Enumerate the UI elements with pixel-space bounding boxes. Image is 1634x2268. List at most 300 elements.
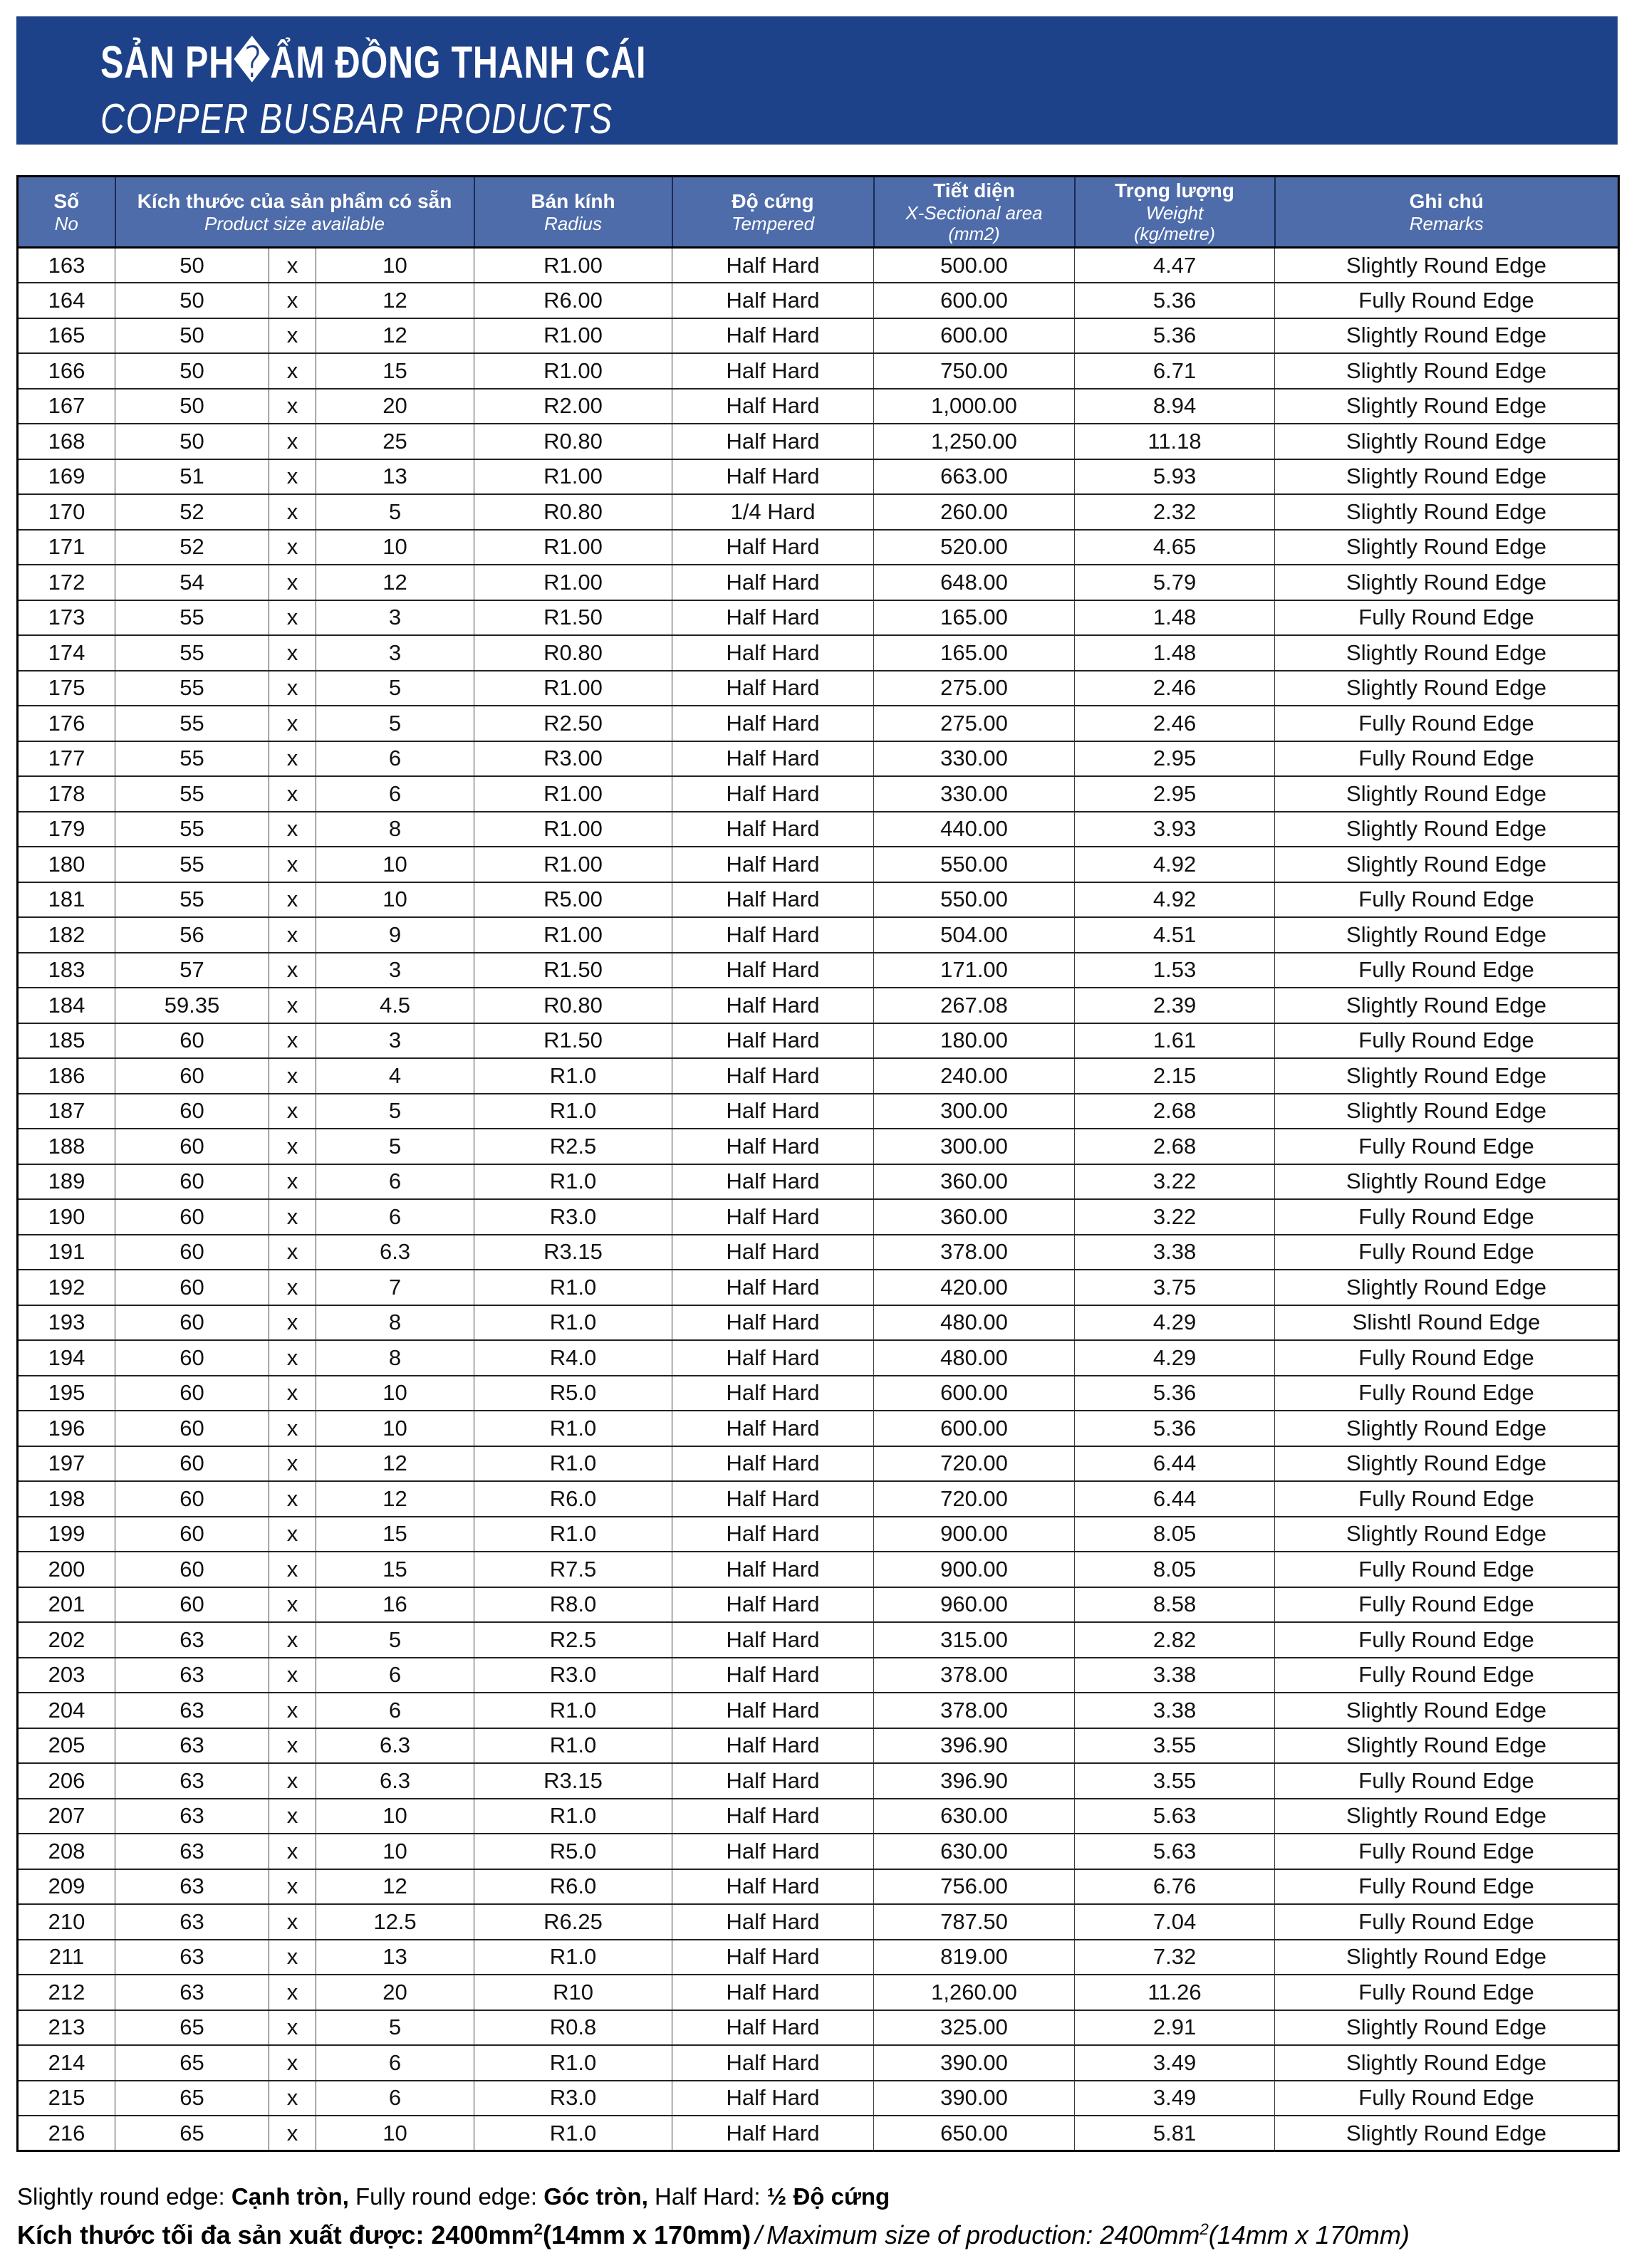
cell-times: x: [269, 776, 316, 812]
cell-remarks: Slightly Round Edge: [1275, 389, 1619, 424]
cell-radius: R7.5: [474, 1552, 672, 1587]
cell-area: 396.90: [874, 1763, 1075, 1799]
cell-tempered: Half Hard: [672, 1728, 874, 1764]
cell-area: 960.00: [874, 1587, 1075, 1623]
cell-size-width: 59.35: [115, 988, 269, 1023]
cell-radius: R1.0: [474, 1411, 672, 1446]
cell-no: 171: [18, 530, 115, 565]
cell-times: x: [269, 565, 316, 600]
cell-remarks: Slightly Round Edge: [1275, 1411, 1619, 1446]
cell-area: 330.00: [874, 776, 1075, 812]
cell-tempered: Half Hard: [672, 1270, 874, 1305]
cell-no: 191: [18, 1235, 115, 1270]
table-row: [18, 565, 1619, 600]
table-row: [18, 530, 1619, 565]
cell-tempered: Half Hard: [672, 2010, 874, 2046]
legend-term-vi: ½ Độ cứng: [766, 2183, 890, 2210]
table-row: [18, 1023, 1619, 1059]
cell-radius: R3.15: [474, 1763, 672, 1799]
table-row: [18, 1446, 1619, 1482]
cell-no: 170: [18, 494, 115, 530]
cell-remarks: Slightly Round Edge: [1275, 917, 1619, 953]
cell-no: 173: [18, 600, 115, 636]
cell-size-thickness: 15: [316, 353, 474, 389]
cell-size-width: 50: [115, 389, 269, 424]
cell-times: x: [269, 1763, 316, 1799]
cell-size-width: 63: [115, 1940, 269, 1975]
cell-times: x: [269, 1869, 316, 1905]
cell-remarks: Slightly Round Edge: [1275, 1094, 1619, 1129]
cell-remarks: Slightly Round Edge: [1275, 1058, 1619, 1094]
cell-radius: R1.0: [474, 1058, 672, 1094]
cell-tempered: Half Hard: [672, 600, 874, 636]
cell-size-width: 60: [115, 1411, 269, 1446]
cell-no: 183: [18, 953, 115, 988]
cell-area: 378.00: [874, 1658, 1075, 1693]
cell-area: 396.90: [874, 1728, 1075, 1764]
cell-size-width: 60: [115, 1270, 269, 1305]
cell-size-thickness: 10: [316, 530, 474, 565]
cell-no: 174: [18, 635, 115, 671]
table-row: [18, 2081, 1619, 2116]
cell-radius: R2.5: [474, 1129, 672, 1164]
header-size-vi: Kích thước của sản phẩm có sẵn: [137, 189, 452, 212]
table-row: [18, 1517, 1619, 1552]
cell-size-width: 56: [115, 917, 269, 953]
cell-size-width: 55: [115, 600, 269, 636]
cell-weight: 4.47: [1075, 248, 1275, 283]
cell-area: 165.00: [874, 635, 1075, 671]
table-row: [18, 1799, 1619, 1834]
cell-weight: 2.39: [1075, 988, 1275, 1023]
cell-size-width: 55: [115, 741, 269, 777]
cell-size-thickness: 6: [316, 1164, 474, 1200]
cell-area: 275.00: [874, 671, 1075, 706]
cell-no: 177: [18, 741, 115, 777]
cell-radius: R1.0: [474, 1728, 672, 1764]
cell-tempered: Half Hard: [672, 1799, 874, 1834]
cell-weight: 6.44: [1075, 1481, 1275, 1517]
cell-size-thickness: 10: [316, 1411, 474, 1446]
cell-remarks: Fully Round Edge: [1275, 1763, 1619, 1799]
cell-size-width: 63: [115, 1728, 269, 1764]
cell-area: 1,000.00: [874, 389, 1075, 424]
cell-no: 200: [18, 1552, 115, 1587]
cell-size-width: 50: [115, 283, 269, 318]
cell-remarks: Slightly Round Edge: [1275, 988, 1619, 1023]
cell-tempered: Half Hard: [672, 283, 874, 318]
cell-size-thickness: 4: [316, 1058, 474, 1094]
cell-tempered: Half Hard: [672, 988, 874, 1023]
product-table: [16, 175, 1620, 2152]
cell-size-width: 52: [115, 494, 269, 530]
cell-weight: 5.36: [1075, 1411, 1275, 1446]
cell-no: 213: [18, 2010, 115, 2046]
cell-no: 187: [18, 1094, 115, 1129]
cell-remarks: Slightly Round Edge: [1275, 2010, 1619, 2046]
cell-size-width: 60: [115, 1164, 269, 1200]
table-row: [18, 248, 1619, 283]
cell-tempered: Half Hard: [672, 882, 874, 918]
cell-size-width: 65: [115, 2010, 269, 2046]
cell-area: 390.00: [874, 2045, 1075, 2081]
cell-times: x: [269, 424, 316, 459]
cell-area: 600.00: [874, 1411, 1075, 1446]
cell-weight: 7.04: [1075, 1904, 1275, 1940]
cell-times: x: [269, 494, 316, 530]
cell-size-thickness: 8: [316, 1305, 474, 1341]
cell-remarks: Fully Round Edge: [1275, 1975, 1619, 2010]
cell-tempered: Half Hard: [672, 635, 874, 671]
cell-remarks: Fully Round Edge: [1275, 2081, 1619, 2116]
cell-weight: 8.58: [1075, 1587, 1275, 1623]
cell-area: 900.00: [874, 1517, 1075, 1552]
cell-size-thickness: 10: [316, 1799, 474, 1834]
cell-size-width: 63: [115, 1904, 269, 1940]
cell-area: 600.00: [874, 283, 1075, 318]
cell-weight: 2.68: [1075, 1129, 1275, 1164]
cell-radius: R1.00: [474, 353, 672, 389]
cell-tempered: Half Hard: [672, 318, 874, 354]
cell-size-thickness: 10: [316, 2116, 474, 2151]
cell-size-width: 55: [115, 847, 269, 882]
cell-radius: R1.00: [474, 565, 672, 600]
cell-radius: R0.80: [474, 424, 672, 459]
table-row: [18, 1340, 1619, 1376]
cell-size-thickness: 7: [316, 1270, 474, 1305]
cell-area: 756.00: [874, 1869, 1075, 1905]
cell-radius: R3.00: [474, 741, 672, 777]
cell-no: 172: [18, 565, 115, 600]
cell-no: 207: [18, 1799, 115, 1834]
cell-radius: R3.0: [474, 2081, 672, 2116]
cell-tempered: Half Hard: [672, 1235, 874, 1270]
cell-size-thickness: 5: [316, 2010, 474, 2046]
cell-tempered: Half Hard: [672, 1164, 874, 1200]
cell-no: 166: [18, 353, 115, 389]
cell-area: 180.00: [874, 1023, 1075, 1059]
cell-radius: R8.0: [474, 1587, 672, 1623]
cell-radius: R6.00: [474, 283, 672, 318]
cell-times: x: [269, 917, 316, 953]
cell-weight: 5.36: [1075, 283, 1275, 318]
cell-size-thickness: 6: [316, 2081, 474, 2116]
table-row: [18, 953, 1619, 988]
cell-times: x: [269, 671, 316, 706]
cell-no: 209: [18, 1869, 115, 1905]
cell-radius: R1.0: [474, 1693, 672, 1728]
cell-weight: 8.05: [1075, 1517, 1275, 1552]
cell-times: x: [269, 1834, 316, 1869]
cell-no: 203: [18, 1658, 115, 1693]
cell-size-thickness: 5: [316, 671, 474, 706]
cell-area: 900.00: [874, 1552, 1075, 1587]
cell-weight: 2.82: [1075, 1622, 1275, 1658]
cell-size-thickness: 6: [316, 776, 474, 812]
cell-radius: R1.00: [474, 318, 672, 354]
cell-area: 720.00: [874, 1481, 1075, 1517]
cell-weight: 5.36: [1075, 318, 1275, 354]
cell-area: 165.00: [874, 600, 1075, 636]
cell-area: 378.00: [874, 1235, 1075, 1270]
cell-no: 205: [18, 1728, 115, 1764]
cell-size-width: 65: [115, 2081, 269, 2116]
cell-times: x: [269, 1129, 316, 1164]
cell-size-width: 60: [115, 1552, 269, 1587]
cell-size-thickness: 5: [316, 1622, 474, 1658]
cell-times: x: [269, 248, 316, 283]
cell-radius: R1.0: [474, 1799, 672, 1834]
cell-no: 201: [18, 1587, 115, 1623]
cell-tempered: Half Hard: [672, 741, 874, 777]
table-row: [18, 706, 1619, 741]
cell-weight: 3.38: [1075, 1235, 1275, 1270]
max-size-segment: (14mm x 170mm): [1208, 2220, 1410, 2249]
cell-radius: R0.80: [474, 635, 672, 671]
cell-weight: 2.91: [1075, 2010, 1275, 2046]
cell-size-thickness: 20: [316, 389, 474, 424]
cell-radius: R1.0: [474, 1094, 672, 1129]
cell-size-thickness: 12.5: [316, 1904, 474, 1940]
cell-no: 196: [18, 1411, 115, 1446]
header-tempered-vi: Độ cứng: [732, 189, 814, 212]
cell-tempered: Half Hard: [672, 812, 874, 847]
cell-size-width: 60: [115, 1376, 269, 1411]
table-row: [18, 1376, 1619, 1411]
cell-size-width: 60: [115, 1094, 269, 1129]
cell-area: 440.00: [874, 812, 1075, 847]
cell-times: x: [269, 1376, 316, 1411]
cell-weight: 5.93: [1075, 459, 1275, 495]
cell-tempered: Half Hard: [672, 917, 874, 953]
cell-radius: R6.25: [474, 1904, 672, 1940]
cell-radius: R1.0: [474, 1305, 672, 1341]
table-row: [18, 600, 1619, 636]
table-row: [18, 812, 1619, 847]
cell-size-thickness: 3: [316, 1023, 474, 1059]
cell-tempered: Half Hard: [672, 1834, 874, 1869]
cell-times: x: [269, 812, 316, 847]
cell-tempered: Half Hard: [672, 706, 874, 741]
cell-size-width: 60: [115, 1587, 269, 1623]
cell-weight: 2.46: [1075, 706, 1275, 741]
cell-no: 164: [18, 283, 115, 318]
cell-tempered: Half Hard: [672, 847, 874, 882]
max-size-segment: 2: [1200, 2220, 1209, 2238]
table-row: [18, 1481, 1619, 1517]
cell-no: 169: [18, 459, 115, 495]
cell-times: x: [269, 1904, 316, 1940]
cell-remarks: Fully Round Edge: [1275, 1587, 1619, 1623]
cell-size-thickness: 6: [316, 1199, 474, 1235]
table-row: [18, 1728, 1619, 1764]
cell-radius: R2.50: [474, 706, 672, 741]
cell-radius: R1.00: [474, 812, 672, 847]
table-row: [18, 1763, 1619, 1799]
legend-label: Slightly round edge:: [17, 2183, 231, 2210]
cell-no: 212: [18, 1975, 115, 2010]
cell-size-thickness: 13: [316, 459, 474, 495]
cell-size-thickness: 12: [316, 1869, 474, 1905]
cell-weight: 8.05: [1075, 1552, 1275, 1587]
cell-size-width: 54: [115, 565, 269, 600]
cell-size-thickness: 12: [316, 1446, 474, 1482]
cell-size-thickness: 5: [316, 1094, 474, 1129]
cell-size-width: 60: [115, 1481, 269, 1517]
cell-no: 193: [18, 1305, 115, 1341]
cell-tempered: Half Hard: [672, 1940, 874, 1975]
cell-tempered: Half Hard: [672, 1446, 874, 1482]
cell-weight: 3.75: [1075, 1270, 1275, 1305]
table-row: [18, 1235, 1619, 1270]
cell-area: 787.50: [874, 1904, 1075, 1940]
cell-size-thickness: 6: [316, 741, 474, 777]
cell-no: 204: [18, 1693, 115, 1728]
cell-remarks: Slightly Round Edge: [1275, 248, 1619, 283]
cell-area: 480.00: [874, 1305, 1075, 1341]
cell-radius: R1.0: [474, 2045, 672, 2081]
cell-weight: 1.48: [1075, 600, 1275, 636]
legend-label: Half Hard:: [647, 2183, 767, 2210]
cell-size-width: 60: [115, 1305, 269, 1341]
cell-size-width: 55: [115, 635, 269, 671]
table-row: [18, 1587, 1619, 1623]
cell-size-width: 60: [115, 1340, 269, 1376]
cell-area: 315.00: [874, 1622, 1075, 1658]
header-tempered-en: Tempered: [731, 212, 815, 234]
cell-no: 168: [18, 424, 115, 459]
cell-area: 504.00: [874, 917, 1075, 953]
cell-area: 325.00: [874, 2010, 1075, 2046]
cell-area: 240.00: [874, 1058, 1075, 1094]
cell-times: x: [269, 706, 316, 741]
cell-radius: R5.0: [474, 1834, 672, 1869]
page-banner: [16, 16, 1618, 145]
legend-term-vi: Cạnh tròn,: [231, 2183, 349, 2210]
table-row: [18, 1164, 1619, 1200]
cell-area: 500.00: [874, 248, 1075, 283]
cell-weight: 6.44: [1075, 1446, 1275, 1482]
page-title: SẢN PH�ẨM ĐỒNG THANH CÁI: [100, 38, 647, 88]
cell-tempered: Half Hard: [672, 353, 874, 389]
cell-size-width: 65: [115, 2116, 269, 2151]
header-weight-en: Weight: [1145, 202, 1204, 224]
cell-remarks: Fully Round Edge: [1275, 882, 1619, 918]
cell-radius: R4.0: [474, 1340, 672, 1376]
cell-weight: 3.55: [1075, 1728, 1275, 1764]
cell-times: x: [269, 1622, 316, 1658]
cell-no: 167: [18, 389, 115, 424]
cell-remarks: Fully Round Edge: [1275, 1552, 1619, 1587]
cell-radius: R1.0: [474, 1164, 672, 1200]
cell-no: 208: [18, 1834, 115, 1869]
cell-size-width: 55: [115, 671, 269, 706]
cell-area: 630.00: [874, 1834, 1075, 1869]
cell-radius: R6.0: [474, 1481, 672, 1517]
cell-times: x: [269, 1270, 316, 1305]
cell-weight: 11.26: [1075, 1975, 1275, 2010]
cell-radius: R5.0: [474, 1376, 672, 1411]
cell-size-width: 52: [115, 530, 269, 565]
cell-weight: 2.15: [1075, 1058, 1275, 1094]
cell-weight: 4.65: [1075, 530, 1275, 565]
cell-times: x: [269, 1940, 316, 1975]
cell-radius: R1.50: [474, 1023, 672, 1059]
cell-radius: R1.0: [474, 1270, 672, 1305]
table-row: [18, 318, 1619, 354]
cell-area: 300.00: [874, 1094, 1075, 1129]
cell-remarks: Slightly Round Edge: [1275, 530, 1619, 565]
cell-remarks: Fully Round Edge: [1275, 1340, 1619, 1376]
cell-size-width: 51: [115, 459, 269, 495]
cell-weight: 4.51: [1075, 917, 1275, 953]
legend-term-vi: Góc tròn,: [543, 2183, 648, 2210]
table-row: [18, 1058, 1619, 1094]
cell-times: x: [269, 530, 316, 565]
cell-times: x: [269, 2081, 316, 2116]
cell-weight: 6.76: [1075, 1869, 1275, 1905]
cell-radius: R1.00: [474, 459, 672, 495]
cell-tempered: Half Hard: [672, 776, 874, 812]
cell-size-width: 55: [115, 776, 269, 812]
cell-radius: R1.00: [474, 671, 672, 706]
cell-no: 189: [18, 1164, 115, 1200]
table-row: [18, 1622, 1619, 1658]
cell-area: 378.00: [874, 1693, 1075, 1728]
cell-remarks: Fully Round Edge: [1275, 1834, 1619, 1869]
cell-area: 600.00: [874, 318, 1075, 354]
header-weight: [1075, 177, 1275, 248]
cell-size-thickness: 10: [316, 1376, 474, 1411]
cell-radius: R3.15: [474, 1235, 672, 1270]
cell-size-thickness: 3: [316, 635, 474, 671]
cell-tempered: Half Hard: [672, 1763, 874, 1799]
cell-remarks: Slightly Round Edge: [1275, 318, 1619, 354]
cell-size-thickness: 6: [316, 1693, 474, 1728]
cell-times: x: [269, 1552, 316, 1587]
cell-tempered: Half Hard: [672, 1411, 874, 1446]
cell-remarks: Fully Round Edge: [1275, 1235, 1619, 1270]
cell-remarks: Slightly Round Edge: [1275, 1940, 1619, 1975]
cell-weight: 4.92: [1075, 847, 1275, 882]
legend-label: Fully round edge:: [348, 2183, 544, 2210]
cell-remarks: Slightly Round Edge: [1275, 2116, 1619, 2151]
cell-no: 188: [18, 1129, 115, 1164]
table-row: [18, 635, 1619, 671]
cell-weight: 2.68: [1075, 1094, 1275, 1129]
cell-tempered: Half Hard: [672, 389, 874, 424]
cell-area: 630.00: [874, 1799, 1075, 1834]
cell-tempered: Half Hard: [672, 1340, 874, 1376]
cell-size-thickness: 8: [316, 812, 474, 847]
cell-size-thickness: 12: [316, 318, 474, 354]
cell-weight: 5.63: [1075, 1799, 1275, 1834]
cell-remarks: Slightly Round Edge: [1275, 847, 1619, 882]
cell-tempered: Half Hard: [672, 1517, 874, 1552]
cell-no: 197: [18, 1446, 115, 1482]
cell-radius: R1.50: [474, 600, 672, 636]
cell-radius: R1.0: [474, 2116, 672, 2151]
cell-times: x: [269, 2116, 316, 2151]
cell-tempered: Half Hard: [672, 671, 874, 706]
cell-times: x: [269, 1587, 316, 1623]
cell-radius: R1.00: [474, 847, 672, 882]
table-header-row: [18, 177, 1619, 248]
cell-weight: 3.49: [1075, 2081, 1275, 2116]
cell-no: 179: [18, 812, 115, 847]
max-size-segment: Kích thước tối đa sản xuất được: 2400mm: [17, 2220, 534, 2249]
cell-remarks: Slightly Round Edge: [1275, 353, 1619, 389]
